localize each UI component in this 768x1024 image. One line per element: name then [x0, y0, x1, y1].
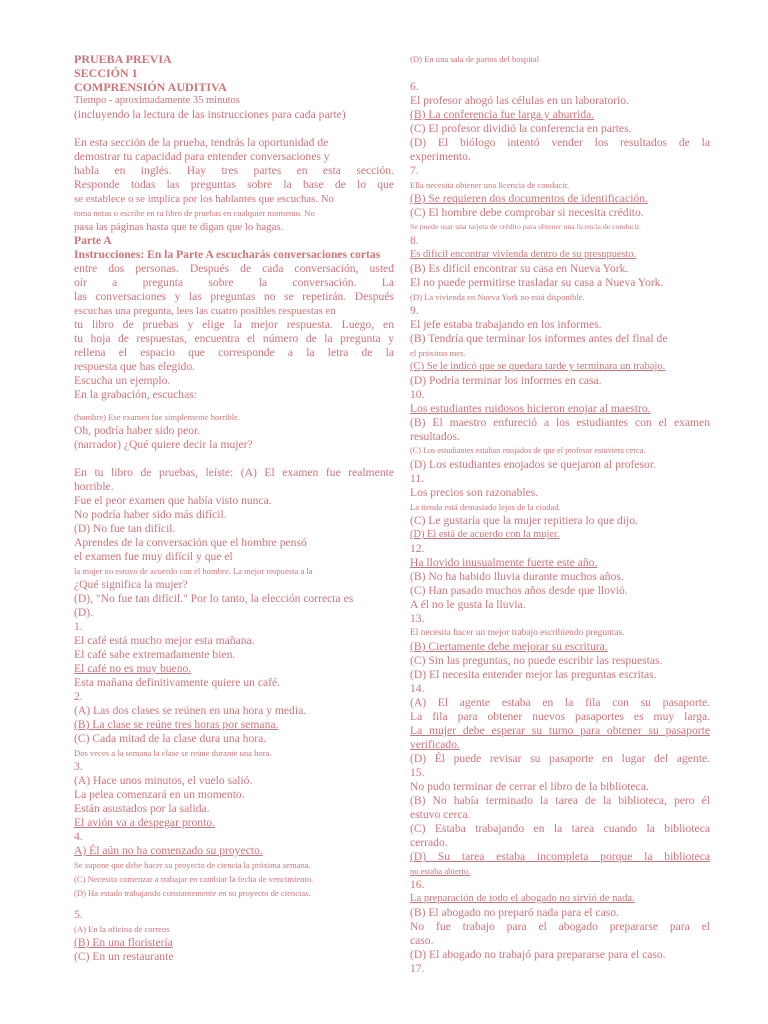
instructions-line: las conversaciones y las preguntas no se repetirán. Después: [74, 290, 394, 303]
answer-option: el próximo mes.: [410, 348, 466, 358]
answer-option: No pudo terminar de cerrar el libro de la biblioteca.: [410, 780, 649, 793]
intro-line: se establece o se implica por los hablantes que escuchas. No: [74, 193, 334, 205]
answer-option: (B) La clase se reúne tres horas por semana.: [74, 718, 279, 731]
answer-option: El jefe estaba trabajando en los informes.: [410, 318, 602, 331]
answer-option: (A) Las dos clases se reúnen en una hora y media.: [74, 704, 307, 717]
example-explanation: el examen fue muy difícil y que el: [74, 550, 233, 563]
answer-option: Dos veces a la semana la clase se reúne durante una hora.: [74, 748, 272, 758]
question-number: 5.: [74, 908, 83, 921]
answer-option: (D) La vivienda en Nueva York no está disponible.: [410, 292, 585, 302]
question-number: 6.: [410, 80, 419, 93]
example-explanation: ¿Qué significa la mujer?: [74, 578, 188, 591]
answer-option: experimento.: [410, 150, 471, 163]
answer-option: (C) Estaba trabajando en la tarea cuando la biblioteca: [410, 822, 710, 835]
intro-line: Responde todas las preguntas sobre la base de lo que: [74, 178, 394, 191]
intro-line: toma notas o escribe en tu libro de pruebas en cualquier momento. No: [74, 208, 315, 218]
answer-option: (C) Sin las preguntas, no puede escribir las respuestas.: [410, 654, 663, 667]
answer-option: (A) En la oficina de correos: [74, 924, 170, 934]
answer-option: Ha llovido inusualmente fuerte este año.: [410, 556, 598, 569]
question-number: 4.: [74, 830, 83, 843]
answer-option: verificado.: [410, 738, 460, 751]
question-number: 15.: [410, 766, 425, 779]
example-explanation: No podría haber sido más difícil.: [74, 508, 227, 521]
answer-option: resultados.: [410, 430, 460, 443]
answer-option: (D) Ha estado trabajando constantemente en su proyecto de ciencias.: [74, 888, 311, 898]
answer-option: Los estudiantes ruidosos hicieron enojar al maestro.: [410, 402, 651, 415]
answer-option: (C) El hombre debe comprobar si necesita crédito.: [410, 206, 644, 219]
question-number: 9.: [410, 304, 419, 317]
answer-option: Ella necesita obtener una licencia de conducir.: [410, 180, 570, 190]
instructions-heading: Instrucciones: En la Parte A escucharás conversaciones cortas: [74, 248, 381, 261]
question-number: 17.: [410, 962, 425, 975]
dialog-narrator: (narrador) ¿Qué quiere decir la mujer?: [74, 438, 253, 451]
example-line: Escucha un ejemplo.: [74, 374, 171, 387]
question-number: 12.: [410, 542, 425, 555]
answer-option: El café está mucho mejor esta mañana.: [74, 634, 255, 647]
answer-option: El avión va a despegar pronto.: [74, 816, 216, 829]
question-number: 13.: [410, 612, 425, 625]
answer-option: Se puede usar una tarjeta de crédito para obtener una licencia de conducir.: [410, 222, 641, 231]
answer-option: La fila para obtener nuevos pasaportes es muy larga.: [410, 710, 710, 723]
answer-option: El café no es muy bueno.: [74, 662, 192, 675]
example-line: En la grabación, escuchas:: [74, 388, 197, 401]
answer-option: A él no le gusta la lluvia.: [410, 598, 526, 611]
answer-option: (C) Los estudiantes estaban enojados de que el profesor estuviera cerca.: [410, 446, 646, 455]
answer-option: Esta mañana definitivamente quiere un café.: [74, 676, 281, 689]
answer-option: (D) Su tarea estaba incompleta porque la biblioteca: [410, 850, 710, 863]
question-number: 7.: [410, 164, 419, 177]
answer-option: (C) Necesita comenzar a trabajar en cambiar la fecha de vencimiento.: [74, 874, 314, 884]
answer-option: Se supone que debe hacer su proyecto de ciencia la próxima semana.: [74, 860, 311, 870]
answer-option: estuvo cerca.: [410, 808, 471, 821]
right-column: [410, 52, 710, 976]
answer-option: Es difícil encontrar vivienda dentro de su presupuesto.: [410, 249, 637, 260]
example-explanation: Fue el peor examen que había visto nunca.: [74, 494, 272, 507]
instructions-line: respuesta que has elegido.: [74, 360, 196, 373]
question-number: 2.: [74, 690, 83, 703]
answer-option: (D) El necesita entender mejor las preguntas escritas.: [410, 668, 657, 681]
answer-option: (B) Es difícil encontrar su casa en Nueva York.: [410, 262, 629, 275]
section-title: SECCIÓN 1: [74, 66, 138, 80]
answer-option: (C) Le gustaría que la mujer repitiera lo que dijo.: [410, 514, 638, 527]
intro-line: habla en inglés. Hay tres partes en esta sección.: [74, 164, 394, 177]
answer-option: (B) El maestro enfureció a los estudiantes con el examen: [410, 416, 710, 429]
answer-option: (B) No ha habido lluvia durante muchos años.: [410, 570, 624, 583]
answer-option: (C) Cada mitad de la clase dura una hora.: [74, 732, 267, 745]
intro-line: En esta sección de la prueba, tendrás la oportunidad de: [74, 136, 329, 149]
answer-option: (A) Hace unos minutos, el vuelo salió.: [74, 774, 253, 787]
answer-option: Están asustados por la salida.: [74, 802, 210, 815]
answer-option: La preparación de todo el abogado no sirvió de nada.: [410, 893, 635, 904]
example-explanation: (D).: [74, 606, 93, 619]
answer-option: (B) Se requieren dos documentos de identificación.: [410, 192, 648, 205]
question-number: 1.: [74, 620, 83, 633]
answer-option: (D) Podría terminar los informes en casa.: [410, 374, 602, 387]
example-explanation: horrible.: [74, 480, 114, 493]
instructions-line: rellena el espacio que corresponde a la letra de la: [74, 346, 394, 359]
answer-option: (D) Los estudiantes enojados se quejaron al profesor.: [410, 458, 656, 471]
answer-option: A) Él aún no ha comenzado su proyecto.: [74, 844, 263, 857]
instructions-line: tu hoja de respuestas, encuentra el número de la pregunta y: [74, 332, 394, 345]
listening-title: COMPRENSIÓN AUDITIVA: [74, 80, 227, 94]
answer-option: El café sabe extremadamente bien.: [74, 648, 236, 661]
answer-option: El necesita hacer un mejor trabajo escribiendo preguntas.: [410, 628, 625, 638]
answer-option: (D) El biólogo intentó vender los resultados de la: [410, 136, 710, 149]
example-explanation: Aprendes de la conversación que el hombre pensó: [74, 536, 307, 549]
answer-option: La pelea comenzará en un momento.: [74, 788, 245, 801]
answer-option: (C) Han pasado muchos años desde que llovió.: [410, 584, 628, 597]
answer-option: La tienda está demasiado lejos de la ciudad.: [410, 502, 561, 512]
answer-option: cerrado.: [410, 836, 448, 849]
test-title: PRUEBA PREVIA: [74, 52, 172, 66]
example-explanation: En tu libro de pruebas, leíste: (A) El examen fue realmente: [74, 466, 394, 479]
answer-option: La mujer debe esperar su turno para obtener su pasaporte: [410, 724, 710, 737]
example-explanation: (D), "No fue tan difícil." Por lo tanto, la elección correcta es: [74, 592, 354, 605]
answer-option: El profesor ahogó las células en un laboratorio.: [410, 94, 629, 107]
instructions-line: entre dos personas. Después de cada conversación, usted: [74, 262, 394, 275]
answer-option: (D) El está de acuerdo con la mujer.: [410, 529, 560, 540]
answer-option: (A) El agente estaba en la fila con su pasaporte.: [410, 696, 710, 709]
answer-option: (C) El profesor dividió la conferencia en partes.: [410, 122, 632, 135]
question-number: 3.: [74, 760, 83, 773]
question-number: 16.: [410, 878, 425, 891]
answer-option: caso.: [410, 934, 434, 947]
instructions-line: escuchas una pregunta, lees las cuatro posibles respuestas en: [74, 305, 336, 317]
dialog-woman: Oh, podría haber sido peor.: [74, 424, 201, 437]
answer-option: (B) La conferencia fue larga y aburrida.: [410, 108, 595, 121]
answer-option: (B) El abogado no preparó nada para el caso.: [410, 906, 619, 919]
answer-option: (D) En una sala de partos del hospital: [410, 54, 540, 64]
part-a-heading: Parte A: [74, 234, 112, 247]
answer-option: no estaba abierto.: [410, 866, 471, 876]
answer-option: (B) No había terminado la tarea de la biblioteca, pero él: [410, 794, 710, 807]
answer-option: (B) Tendría que terminar los informes antes del final de: [410, 332, 668, 345]
question-number: 14.: [410, 682, 425, 695]
answer-option: Los precios son razonables.: [410, 486, 539, 499]
answer-option: El no puede permitirse trasladar su casa a Nueva York.: [410, 276, 664, 289]
time-note: Tiempo - aproximadamente 35 minutos: [74, 95, 240, 106]
example-explanation: la mujer no estuvo de acuerdo con el hombre. La mejor respuesta a la: [74, 566, 313, 576]
answer-option: (D) Él puede revisar su pasaporte en lugar del agente.: [410, 752, 710, 765]
answer-option: (B) En una floristería: [74, 936, 173, 949]
question-number: 8.: [410, 234, 419, 247]
instructions-line: oír a pregunta sobre la conversación. La: [74, 276, 394, 289]
intro-line: pasa las páginas hasta que te digan que lo hagas.: [74, 221, 284, 233]
answer-option: (B) Ciertamente debe mejorar su escritura.: [410, 640, 608, 653]
instructions-line: tu libro de pruebas y elige la mejor respuesta. Luego, en: [74, 318, 394, 331]
answer-option: (C) Se le indicó que se quedara tarde y terminara un trabajo.: [410, 361, 666, 372]
includes-note: (incluyendo la lectura de las instrucciones para cada parte): [74, 108, 346, 121]
dialog-man: (hombre) Ese examen fue simplemente horrible.: [74, 412, 241, 422]
answer-option: No fue trabajo para el abogado prepararse para el: [410, 920, 710, 933]
question-number: 10.: [410, 388, 425, 401]
example-explanation: (D) No fue tan difícil.: [74, 522, 176, 535]
question-number: 11.: [410, 472, 425, 485]
answer-option: (C) En un restaurante: [74, 950, 174, 963]
left-column: [74, 52, 394, 964]
answer-option: (D) El abogado no trabajó para prepararse para el caso.: [410, 948, 666, 961]
intro-line: demostrar tu capacidad para entender conversaciones y: [74, 150, 330, 163]
